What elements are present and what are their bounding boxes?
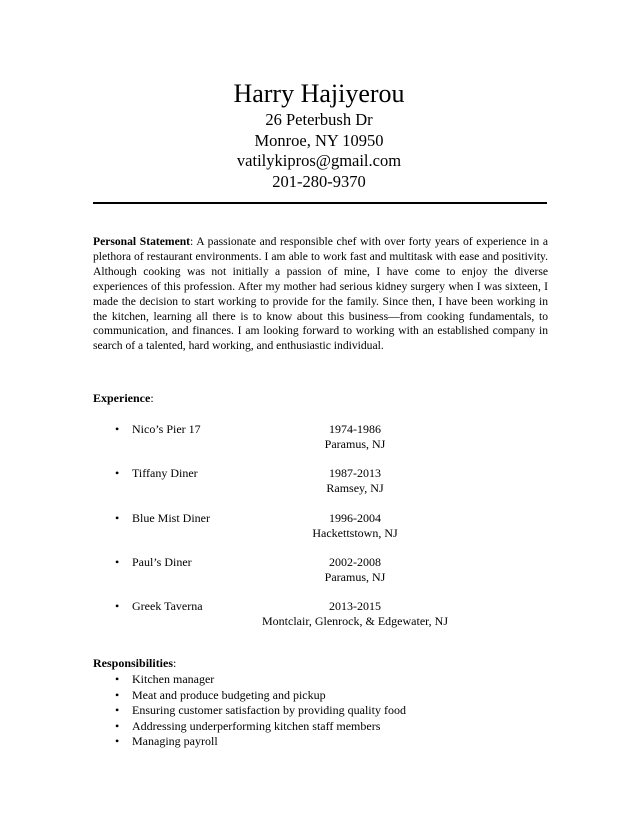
email-address: vatilykipros@gmail.com [236,151,402,170]
bullet-marker: • [115,734,120,748]
responsibility-text: Ensuring customer satisfaction by providing quality food [132,703,406,717]
bullet-marker: • [115,672,120,686]
experience-colon: : [150,391,154,405]
bullet-marker: • [115,466,120,480]
experience-dates: 2013-2015 [329,599,381,613]
personal-statement-text: : A passionate and responsible chef with over forty years of experience in a plethora of restaurant environments. I am able to work fast and multitask with ease and positivity. Although cooking was not initially a passion of mine, I have come to enjoy the diverse experiences of this profession. After my mother had serious kidney surgery when I was sixteen, I made the decision to start working to provide for the family. Since then, I have been working in the kitchen, learning all there is to know about this business—from cooking fundamentals, to communication, and finances. I am looking forward to working with an established company in search of a talented, hard working, and enthusiastic individual. [93,235,549,353]
responsibilities-list [0,672,638,750]
resume-header [0,78,638,192]
list-item [0,672,638,688]
responsibility-text: Addressing underperforming kitchen staff members [132,718,381,733]
experience-location: Hackettstown, NJ [312,526,398,540]
experience-location: Paramus, NJ [324,437,386,451]
list-item [0,703,638,719]
list-item [0,734,638,750]
bullet-marker: • [115,718,120,733]
responsibility-text: Managing payroll [132,734,218,748]
list-item [0,688,638,704]
experience-employer: Paul’s Diner [132,555,192,569]
personal-statement-label: Personal Statement [93,235,191,248]
experience-location: Paramus, NJ [324,570,386,584]
responsibility-text: Kitchen manager [132,672,215,686]
bullet-marker: • [115,422,120,436]
experience-location: Montclair, Glenrock, & Edgewater, NJ [262,614,448,628]
experience-employer: Greek Taverna [132,599,203,613]
experience-dates: 1974-1986 [329,422,381,436]
responsibilities-label: Responsibilities [93,656,174,670]
bullet-marker: • [115,687,120,702]
responsibilities-heading [93,656,176,671]
experience-dates: 2002-2008 [329,555,381,569]
experience-label: Experience [93,391,151,405]
bullet-marker: • [115,555,120,569]
experience-heading [93,391,154,406]
experience-dates: 1996-2004 [329,511,381,525]
experience-employer: Nico’s Pier 17 [132,422,201,436]
bullet-marker: • [115,703,120,717]
city-state-zip: Monroe, NY 10950 [254,130,384,150]
bullet-marker: • [115,511,120,525]
street-address: 26 Peterbush Dr [265,110,373,129]
responsibilities-colon: : [173,656,177,670]
experience-dates: 1987-2013 [329,466,381,480]
candidate-name: Harry Hajiyerou [233,79,405,108]
header-divider [93,202,547,204]
personal-statement [93,235,548,354]
experience-employer: Tiffany Diner [132,466,198,480]
experience-employer: Blue Mist Diner [132,511,210,525]
responsibility-text: Meat and produce budgeting and pickup [132,687,326,702]
bullet-marker: • [115,599,120,613]
list-item [0,719,638,735]
experience-location: Ramsey, NJ [326,481,384,495]
phone-number: 201-280-9370 [272,171,366,191]
